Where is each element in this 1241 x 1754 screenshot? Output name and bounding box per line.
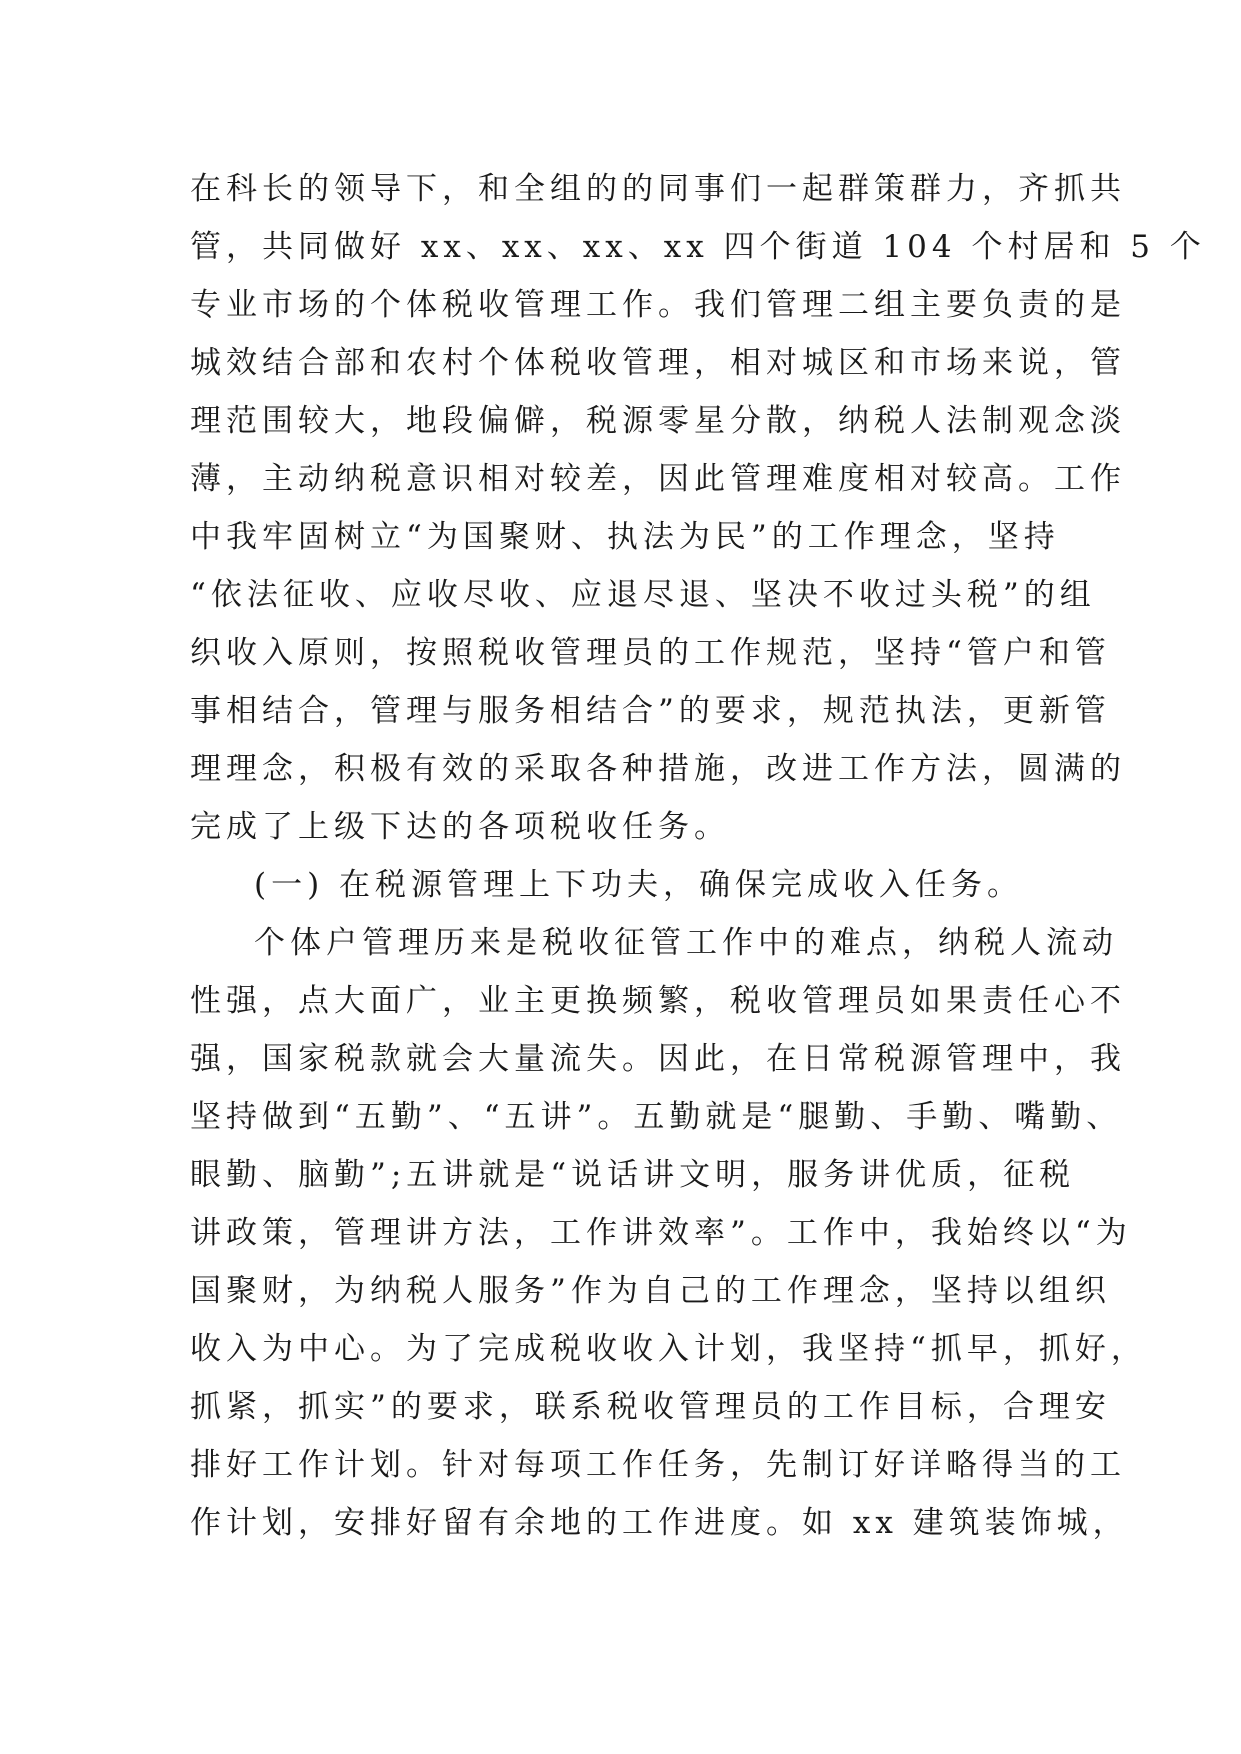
text-line: 织收入原则，按照税收管理员的工作规范，坚持“管户和管 [190, 635, 1111, 671]
text-line: 理理念，积极有效的采取各种措施，改进工作方法，圆满的 [190, 751, 1126, 787]
text-line: 性强，点大面广，业主更换频繁，税收管理员如果责任心不 [190, 983, 1126, 1019]
text-line: 抓紧，抓实”的要求，联系税收管理员的工作目标，合理安 [190, 1389, 1111, 1425]
text-line: 事相结合，管理与服务相结合”的要求，规范执法，更新管 [190, 693, 1111, 729]
text-line: 城效结合部和农村个体税收管理，相对城区和市场来说，管 [190, 345, 1126, 381]
text-line: 国聚财，为纳税人服务”作为自己的工作理念，坚持以组织 [190, 1273, 1111, 1309]
text-line: 管，共同做好 xx、xx、xx、xx 四个街道 104 个村居和 5 个 [190, 229, 1206, 265]
body-text [190, 160, 1206, 1552]
text-line: 作计划，安排好留有余地的工作进度。如 xx 建筑装饰城， [190, 1505, 1129, 1541]
text-line: 薄，主动纳税意识相对较差，因此管理难度相对较高。工作 [190, 461, 1126, 497]
text-line: 在科长的领导下，和全组的的同事们一起群策群力，齐抓共 [190, 171, 1126, 207]
text-line: 坚持做到“五勤”、“五讲”。五勤就是“腿勤、手勤、嘴勤、 [190, 1099, 1123, 1135]
text-line: 个体户管理历来是税收征管工作中的难点，纳税人流动 [254, 925, 1118, 961]
text-line: “依法征收、应收尽收、应退尽退、坚决不收过头税”的组 [190, 577, 1096, 613]
text-line: (一) 在税源管理上下功夫，确保完成收入任务。 [254, 867, 1024, 903]
text-line: 强，国家税款就会大量流失。因此，在日常税源管理中，我 [190, 1041, 1126, 1077]
text-line: 排好工作计划。针对每项工作任务，先制订好详略得当的工 [190, 1447, 1126, 1483]
text-line: 专业市场的个体税收管理工作。我们管理二组主要负责的是 [190, 287, 1126, 323]
text-line: 完成了上级下达的各项税收任务。 [190, 809, 730, 845]
text-line: 理范围较大，地段偏僻，税源零星分散，纳税人法制观念淡 [190, 403, 1126, 439]
text-line: 收入为中心。为了完成税收收入计划，我坚持“抓早，抓好， [190, 1331, 1147, 1367]
text-line: 讲政策，管理讲方法，工作讲效率”。工作中，我始终以“为 [190, 1215, 1132, 1251]
text-line: 眼勤、脑勤”;五讲就是“说话讲文明，服务讲优质，征税 [190, 1157, 1076, 1193]
text-line: 中我牢固树立“为国聚财、执法为民”的工作理念，坚持 [190, 519, 1060, 555]
